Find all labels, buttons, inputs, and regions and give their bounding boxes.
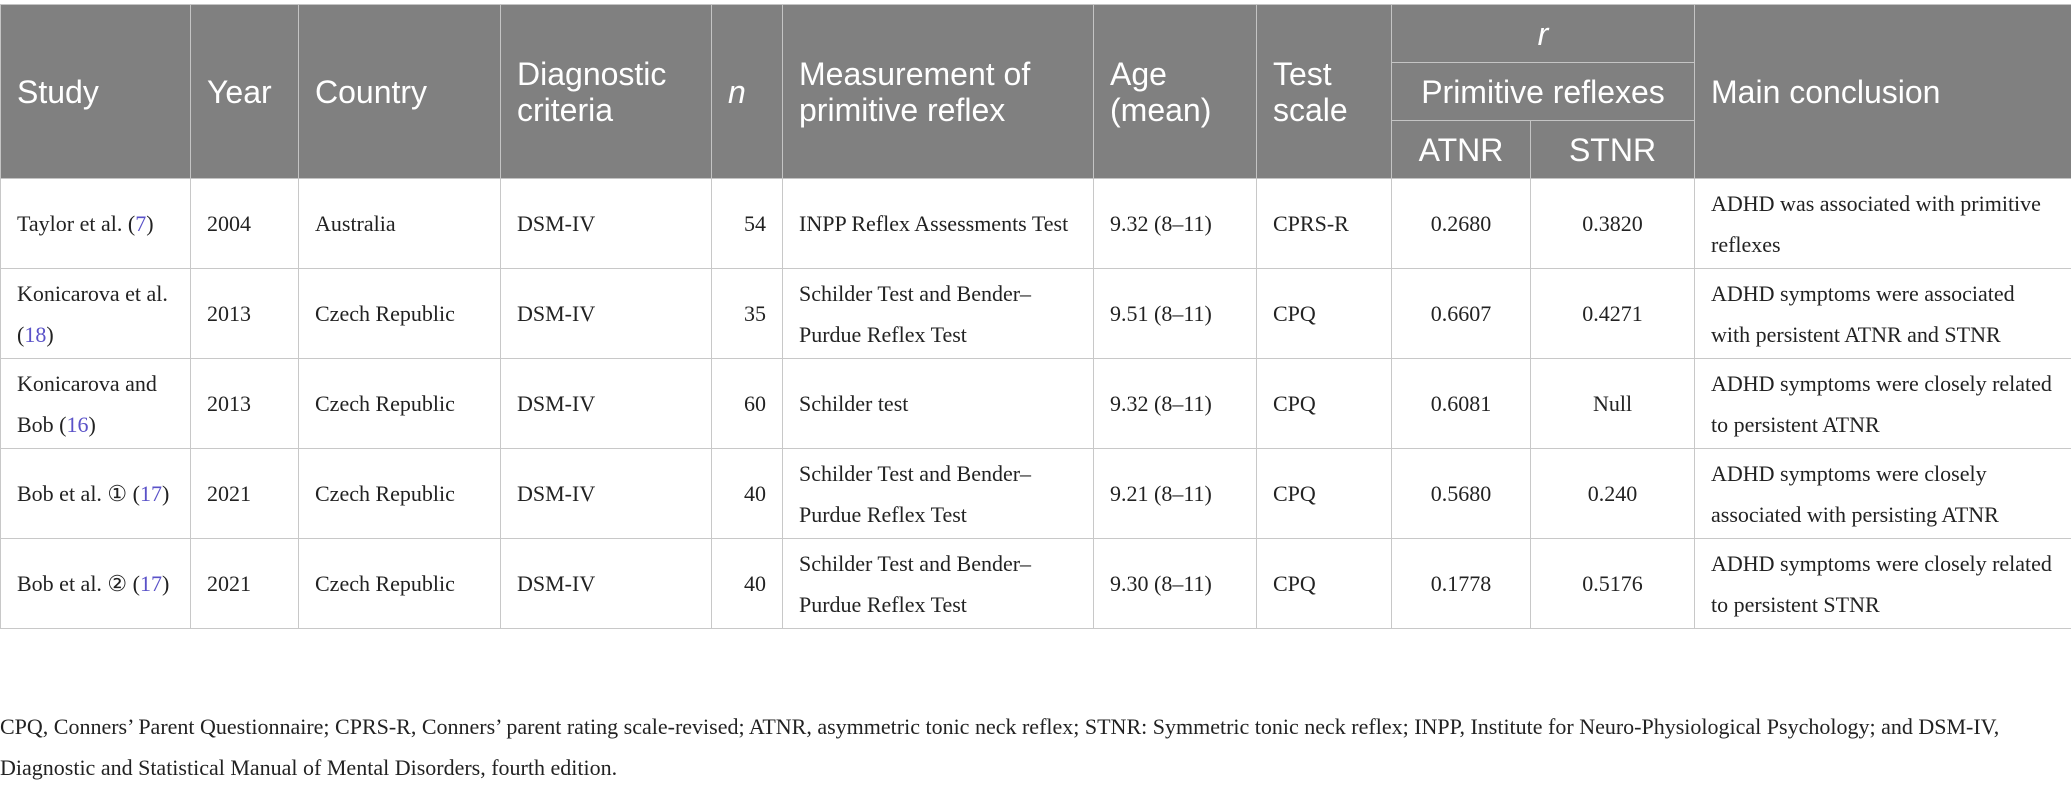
cell-atnr: 0.6607 [1392,269,1531,359]
header-country: Country [299,5,501,179]
cell-year: 2021 [191,539,299,629]
citation-close: ) [162,571,169,596]
cell-study [1,269,191,359]
cell-year: 2021 [191,449,299,539]
header-age: Age (mean) [1094,5,1257,179]
cell-n: 40 [712,539,783,629]
study-author: Bob et al. ① ( [17,481,140,506]
cell-country: Czech Republic [299,539,501,629]
cell-main-conclusion: ADHD symptoms were closely related to persistent ATNR [1695,359,2071,449]
cell-diagnostic-criteria: DSM-IV [501,269,712,359]
cell-test-scale: CPQ [1257,539,1392,629]
cell-study [1,179,191,269]
table-row [1,179,2071,269]
results-table [0,4,2071,629]
table-header [1,5,2071,179]
header-main-conclusion: Main conclusion [1695,5,2071,179]
citation-close: ) [89,412,96,437]
table-row [1,359,2071,449]
cell-test-scale: CPQ [1257,449,1392,539]
header-r: r [1392,5,1695,63]
header-stnr: STNR [1531,121,1695,179]
cell-year: 2013 [191,359,299,449]
table-footnote: CPQ, Conners’ Parent Questionnaire; CPRS-R, Conners’ parent rating scale-revised; ATNR, asymmetric tonic neck reflex; STNR: Symmetric tonic neck reflex; INPP, Institute for Neuro-Physiological Psychology; and DSM-IV, Diagnostic and Statistical Manual of Mental Disorders, fourth edition. [0,706,2030,788]
cell-age: 9.30 (8–11) [1094,539,1257,629]
header-study: Study [1,5,191,179]
cell-diagnostic-criteria: DSM-IV [501,359,712,449]
header-year: Year [191,5,299,179]
citation-link[interactable]: 18 [24,322,46,347]
cell-stnr: Null [1531,359,1695,449]
cell-year: 2004 [191,179,299,269]
cell-stnr: 0.4271 [1531,269,1695,359]
cell-atnr: 0.2680 [1392,179,1531,269]
cell-study [1,539,191,629]
citation-close: ) [46,322,53,347]
cell-n: 35 [712,269,783,359]
cell-stnr: 0.240 [1531,449,1695,539]
cell-n: 60 [712,359,783,449]
cell-diagnostic-criteria: DSM-IV [501,539,712,629]
table-row [1,539,2071,629]
cell-study [1,449,191,539]
citation-link[interactable]: 17 [140,571,162,596]
table-body [1,179,2071,629]
citation-link[interactable]: 16 [67,412,89,437]
cell-test-scale: CPQ [1257,269,1392,359]
citation-close: ) [162,481,169,506]
header-measurement: Measurement of primitive reflex [783,5,1094,179]
cell-measurement: Schilder Test and Bender–Purdue Reflex Test [783,449,1094,539]
cell-diagnostic-criteria: DSM-IV [501,449,712,539]
cell-age: 9.32 (8–11) [1094,179,1257,269]
header-atnr: ATNR [1392,121,1531,179]
cell-atnr: 0.6081 [1392,359,1531,449]
citation-close: ) [146,211,153,236]
study-author: Konicarova and Bob ( [17,371,157,437]
cell-stnr: 0.3820 [1531,179,1695,269]
cell-measurement: Schilder test [783,359,1094,449]
cell-test-scale: CPQ [1257,359,1392,449]
cell-test-scale: CPRS-R [1257,179,1392,269]
header-primitive-reflexes: Primitive reflexes [1392,63,1695,121]
table-row [1,269,2071,359]
cell-diagnostic-criteria: DSM-IV [501,179,712,269]
citation-link[interactable]: 17 [140,481,162,506]
cell-n: 54 [712,179,783,269]
cell-country: Czech Republic [299,359,501,449]
cell-main-conclusion: ADHD symptoms were closely related to persistent STNR [1695,539,2071,629]
cell-age: 9.32 (8–11) [1094,359,1257,449]
cell-country: Australia [299,179,501,269]
cell-atnr: 0.1778 [1392,539,1531,629]
citation-link[interactable]: 7 [135,211,146,236]
header-test-scale: Test scale [1257,5,1392,179]
header-n: n [712,5,783,179]
table-row [1,449,2071,539]
cell-measurement: Schilder Test and Bender–Purdue Reflex Test [783,269,1094,359]
cell-main-conclusion: ADHD was associated with primitive reflexes [1695,179,2071,269]
cell-age: 9.21 (8–11) [1094,449,1257,539]
header-diagnostic-criteria: Diagnostic criteria [501,5,712,179]
cell-measurement: INPP Reflex Assessments Test [783,179,1094,269]
cell-year: 2013 [191,269,299,359]
cell-measurement: Schilder Test and Bender–Purdue Reflex Test [783,539,1094,629]
study-author: Taylor et al. ( [17,211,135,236]
cell-country: Czech Republic [299,269,501,359]
cell-country: Czech Republic [299,449,501,539]
cell-n: 40 [712,449,783,539]
study-author: Bob et al. ② ( [17,571,140,596]
study-author: Konicarova et al. ( [17,281,168,347]
cell-atnr: 0.5680 [1392,449,1531,539]
cell-age: 9.51 (8–11) [1094,269,1257,359]
cell-main-conclusion: ADHD symptoms were closely associated with persisting ATNR [1695,449,2071,539]
cell-main-conclusion: ADHD symptoms were associated with persistent ATNR and STNR [1695,269,2071,359]
cell-stnr: 0.5176 [1531,539,1695,629]
cell-study [1,359,191,449]
